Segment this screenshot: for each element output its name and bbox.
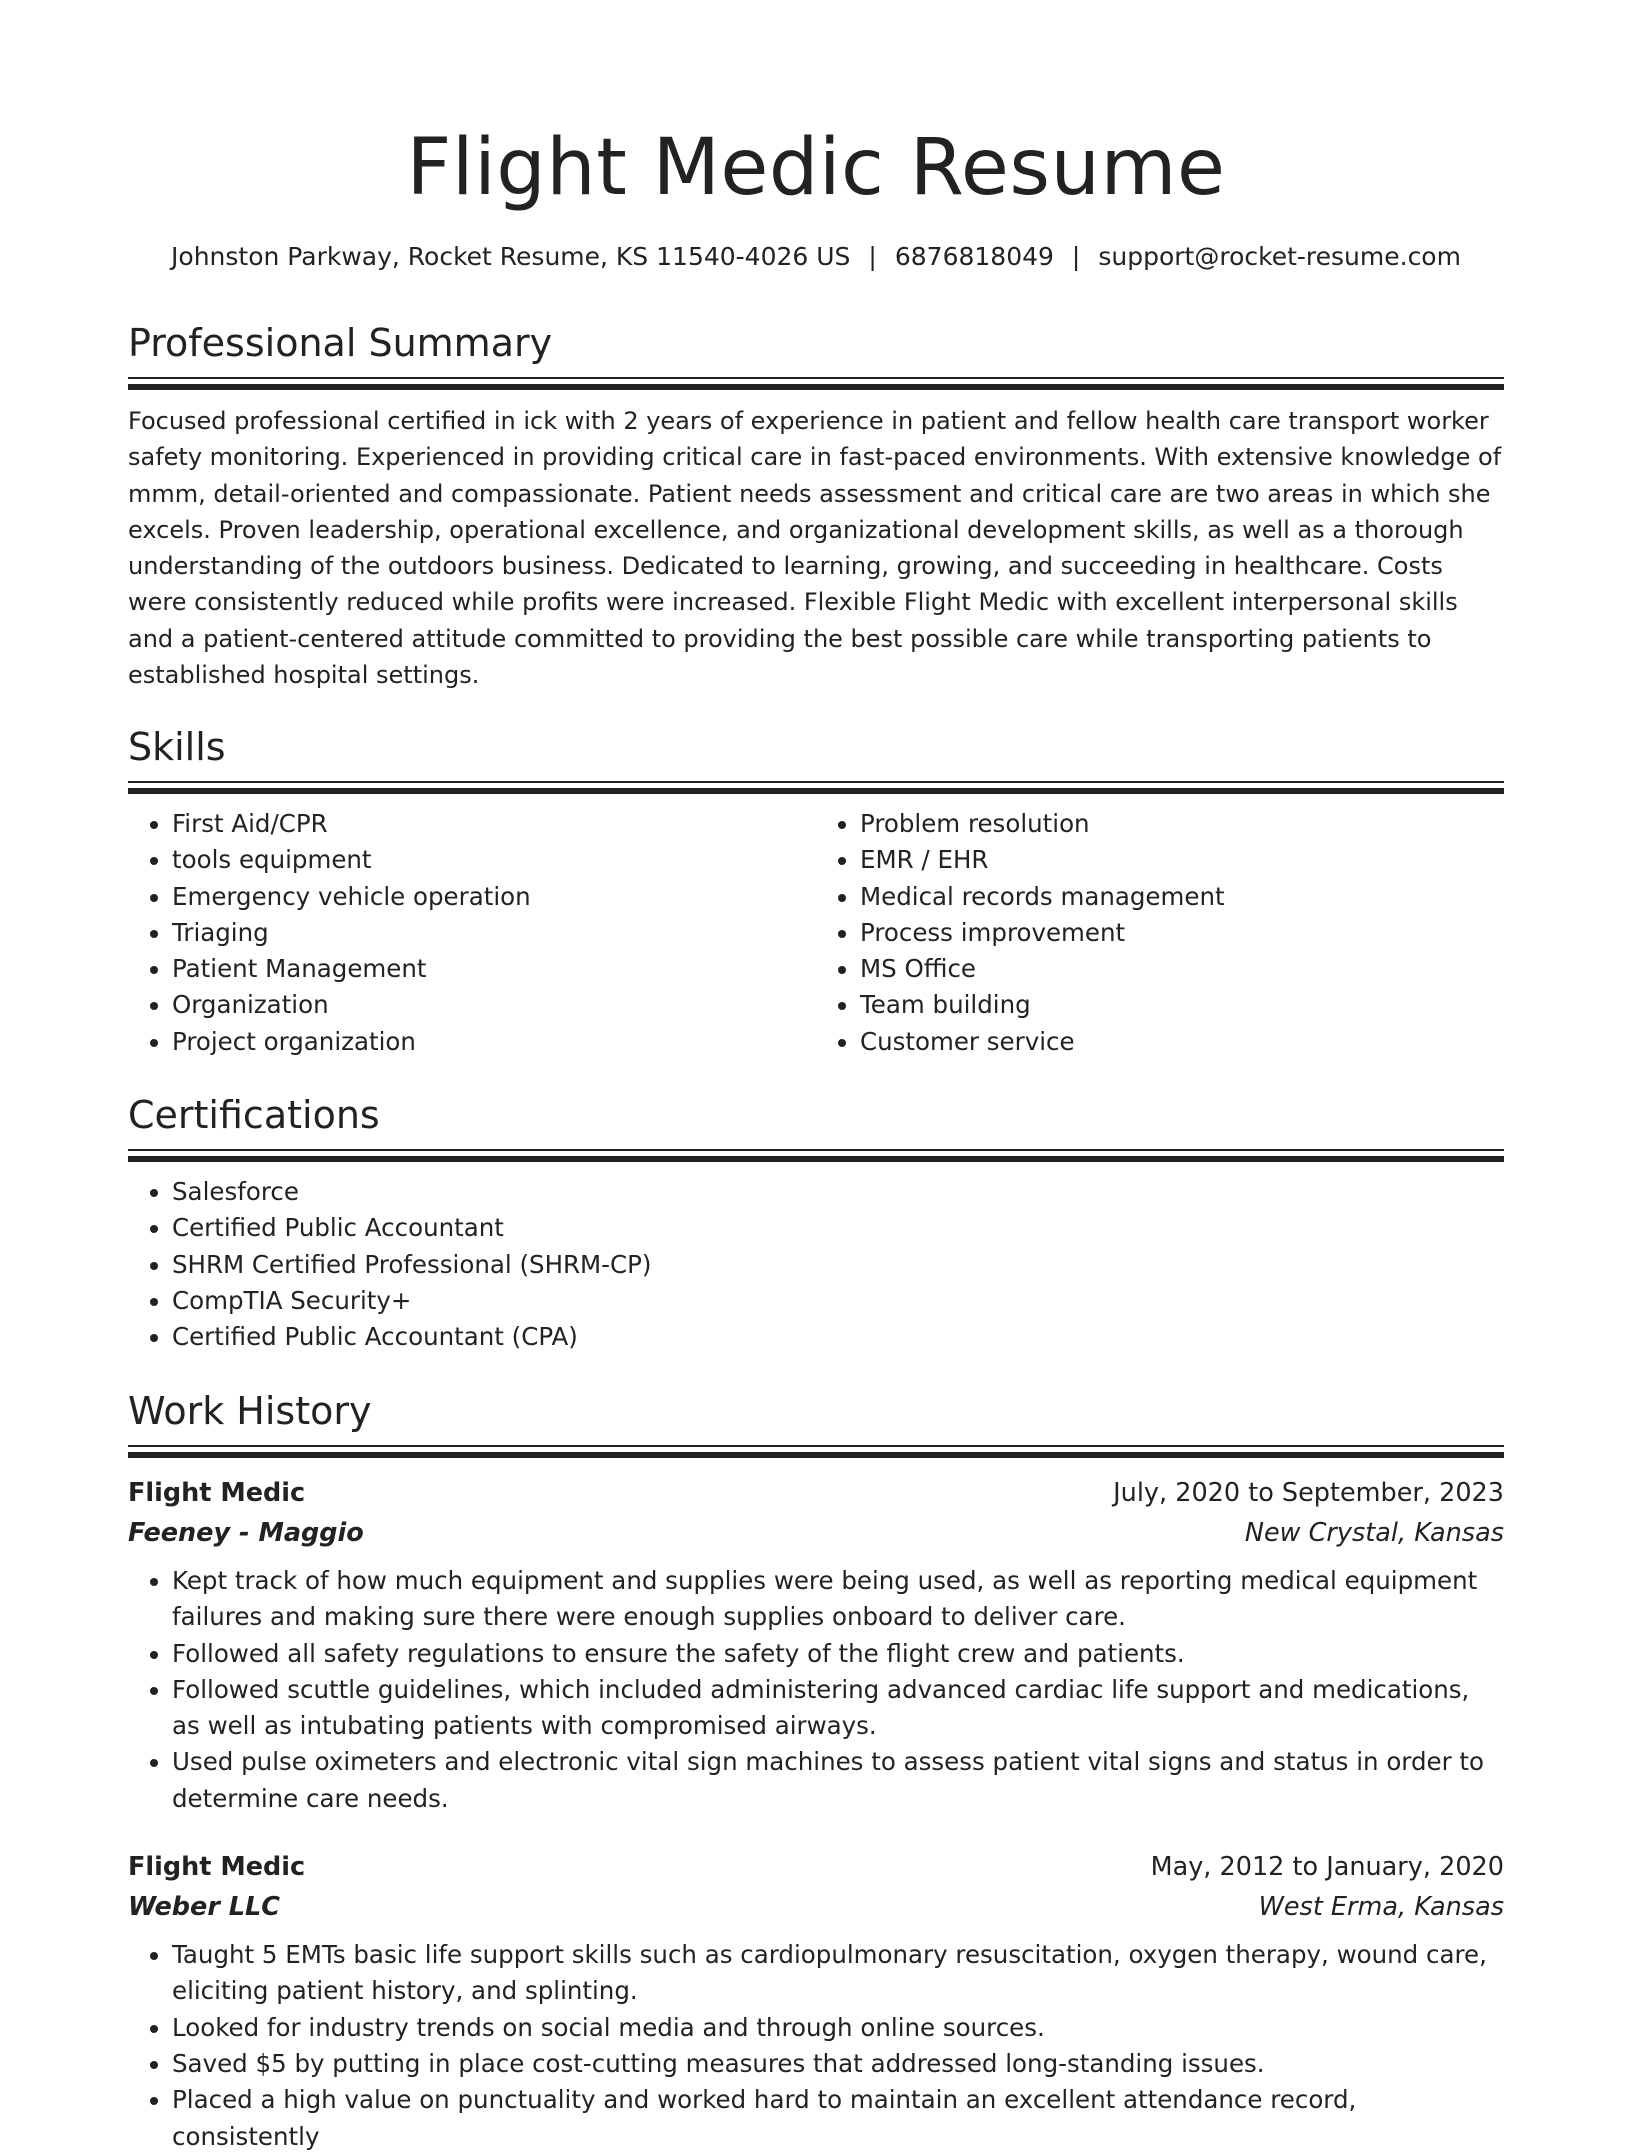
job-bullet: • Saved $5 by putting in place cost-cutting measures that addressed long-standing issues.: [172, 2046, 1504, 2082]
job-bullets: [128, 1937, 1504, 2155]
job-bullet: • Looked for industry trends on social media and through online sources.: [172, 2010, 1504, 2046]
skill-item: • Process improvement: [860, 915, 1504, 951]
section-title-certifications: Certifications: [128, 1093, 380, 1137]
section-divider: [128, 377, 1504, 390]
job-header-row: [128, 1473, 1504, 1513]
skills-list-right: [816, 806, 1504, 1060]
job-company-row: [128, 1513, 1504, 1553]
contact-separator: |: [1071, 242, 1081, 271]
section-divider: [128, 1149, 1504, 1162]
job-bullet: • Followed scuttle guidelines, which included administering advanced cardiac life support and medications, as well as intubating patients with compromised airways.: [172, 1672, 1504, 1745]
skill-item: • EMR / EHR: [860, 842, 1504, 878]
skill-item: • Emergency vehicle operation: [172, 879, 816, 915]
job-bullets: [128, 1563, 1504, 1817]
skill-item: • tools equipment: [172, 842, 816, 878]
job-bullet: • Kept track of how much equipment and supplies were being used, as well as reporting medical equipment failures and making sure there were enough supplies onboard to deliver care.: [172, 1563, 1504, 1636]
section-title-summary: Professional Summary: [128, 321, 553, 365]
skill-item: • MS Office: [860, 951, 1504, 987]
skill-item: • Project organization: [172, 1024, 816, 1060]
job-entry: [128, 1473, 1504, 1817]
job-bullet: • Followed all safety regulations to ensure the safety of the flight crew and patients.: [172, 1636, 1504, 1672]
resume-title: Flight Medic Resume: [406, 123, 1226, 213]
job-header-row: [128, 1847, 1504, 1887]
job-entry: [128, 1847, 1504, 2155]
section-title-work-history: Work History: [128, 1389, 372, 1433]
job-location: West Erma, Kansas: [1258, 1892, 1504, 1923]
skill-item: • First Aid/CPR: [172, 806, 816, 842]
job-location: New Crystal, Kansas: [1244, 1518, 1504, 1548]
contact-phone: 6876818049: [894, 242, 1054, 271]
job-title: Flight Medic: [128, 1852, 306, 1883]
summary-text: Focused professional certified in ick with 2 years of experience in patient and fellow health care transport worker safety monitoring. Experienced in providing critical care in fast-paced environments. With extensive knowledge of mmm, detail-oriented and compassionate. Patient needs assessment and critical care are two areas in which she excels. Proven leadership, operational excellence, and organizational development skills, as well as a thorough understanding of the outdoors business. Dedicated to learning, growing, and succeeding in healthcare. Costs were consistently reduced while profits were increased. Flexible Flight Medic with excellent interpersonal skills and a patient-centered attitude committed to providing the best possible care while transporting patients to established hospital settings.: [128, 407, 1502, 690]
contact-address: Johnston Parkway, Rocket Resume, KS 11540-4026 US: [171, 242, 851, 271]
skill-item: • Organization: [172, 987, 816, 1023]
skill-item: • Patient Management: [172, 951, 816, 987]
skill-item: • Medical records management: [860, 879, 1504, 915]
contact-line: [128, 237, 1504, 277]
section-divider: [128, 1445, 1504, 1458]
section-divider: [128, 781, 1504, 794]
work-history-section: [128, 1385, 1504, 2155]
skill-item: • Team building: [860, 987, 1504, 1023]
job-company-row: [128, 1887, 1504, 1927]
certification-item: • Certified Public Accountant: [172, 1210, 1504, 1246]
job-title: Flight Medic: [128, 1478, 306, 1508]
job-company: Weber LLC: [128, 1892, 281, 1923]
job-bullet: • Taught 5 EMTs basic life support skills such as cardiopulmonary resuscitation, oxygen therapy, wound care, eliciting patient history, and splinting.: [172, 1937, 1504, 2010]
job-dates: July, 2020 to September, 2023: [1113, 1478, 1504, 1508]
certifications-section: [128, 1089, 1504, 1355]
skills-section: [128, 721, 1504, 1060]
skills-list-left: [128, 806, 816, 1060]
skill-item: • Problem resolution: [860, 806, 1504, 842]
job-company: Feeney - Maggio: [128, 1518, 364, 1548]
certification-item: • Salesforce: [172, 1174, 1504, 1210]
summary-section: [128, 317, 1504, 693]
skill-item: • Triaging: [172, 915, 816, 951]
job-bullet: • Used pulse oximeters and electronic vital sign machines to assess patient vital signs and status in order to determine care needs.: [172, 1744, 1504, 1817]
certification-item: • SHRM Certified Professional (SHRM-CP): [172, 1247, 1504, 1283]
certification-item: • Certified Public Accountant (CPA): [172, 1319, 1504, 1355]
section-title-skills: Skills: [128, 725, 226, 769]
certification-item: • CompTIA Security+: [172, 1283, 1504, 1319]
job-bullet: • Placed a high value on punctuality and worked hard to maintain an excellent attendance record, consistently: [172, 2082, 1504, 2155]
contact-email: support@rocket-resume.com: [1098, 242, 1461, 271]
contact-separator: |: [868, 242, 877, 271]
job-dates: May, 2012 to January, 2020: [1150, 1852, 1504, 1883]
skills-columns: [128, 806, 1504, 1060]
certifications-list: [128, 1174, 1504, 1355]
skill-item: • Customer service: [860, 1024, 1504, 1060]
